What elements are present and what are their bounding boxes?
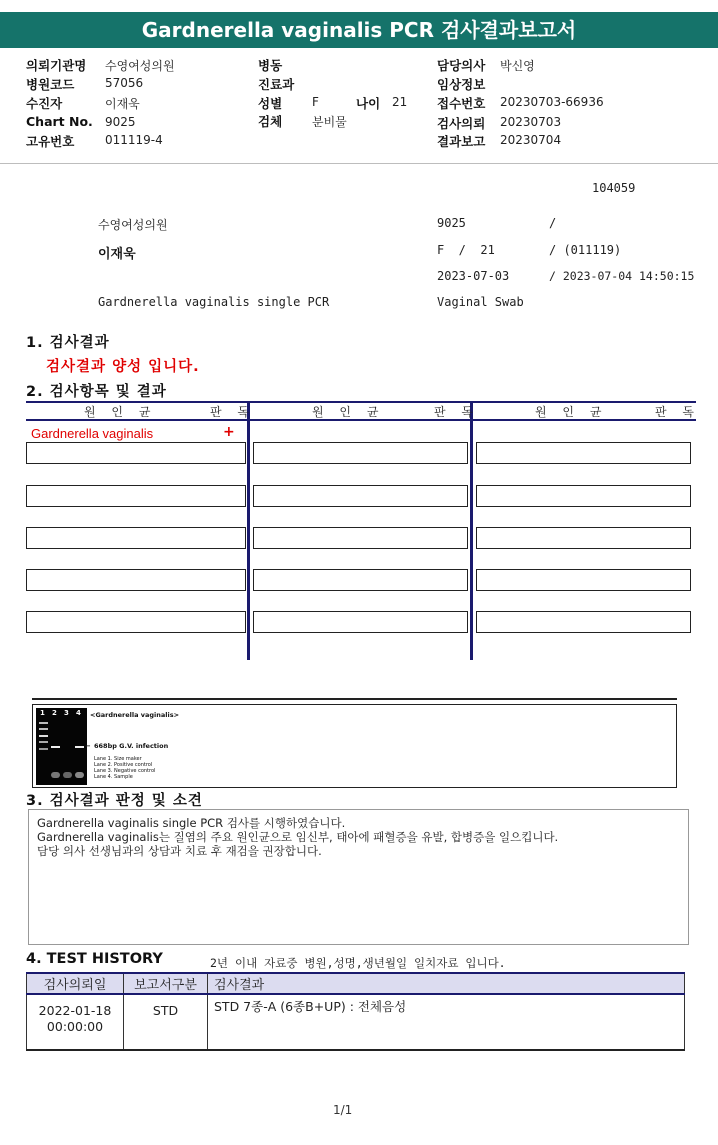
history-table bbox=[26, 972, 685, 1051]
opinion-line: 담당 의사 선생님과의 상담과 치료 후 재검을 권장합니다. bbox=[37, 844, 322, 858]
gel-electrophoresis-image bbox=[36, 708, 87, 785]
gel-divider bbox=[32, 698, 677, 700]
gel-ladder-band bbox=[39, 748, 48, 750]
report-title: Gardnerella vaginalis PCR 검사결과보고서 bbox=[0, 12, 718, 48]
section1-heading: 1. 검사결과 bbox=[26, 335, 110, 351]
section2-heading: 2. 검사항목 및 결과 bbox=[26, 384, 167, 400]
history-col-type: 보고서구분 bbox=[124, 973, 208, 994]
header-value: 21 bbox=[392, 95, 408, 109]
result-cell bbox=[476, 527, 691, 549]
result-cell bbox=[253, 569, 468, 591]
opinion-box bbox=[28, 809, 689, 945]
result-cell bbox=[476, 485, 691, 507]
header-label: 검체 bbox=[258, 114, 283, 129]
result-cell bbox=[26, 442, 246, 464]
header-label: 결과보고 bbox=[437, 134, 486, 149]
result-cell bbox=[26, 611, 246, 633]
col-header-judgment: 판 독 bbox=[655, 405, 700, 419]
summary-id: / (011119) bbox=[549, 243, 622, 257]
header-value: 57056 bbox=[105, 76, 144, 90]
header-value: 수영여성의원 bbox=[105, 59, 175, 73]
header-value: 이재욱 bbox=[105, 97, 140, 111]
lane-number: 4 bbox=[76, 709, 81, 717]
col-header-judgment: 판 독 bbox=[434, 405, 479, 419]
header-label: 접수번호 bbox=[437, 96, 486, 111]
history-col-date: 검사의뢰일 bbox=[27, 973, 124, 994]
col-header-pathogen: 원 인 균 bbox=[312, 405, 385, 419]
header-value: 20230704 bbox=[500, 133, 562, 147]
gel-primer-dimer bbox=[63, 772, 72, 778]
header-label: 임상정보 bbox=[437, 77, 486, 92]
result-cell bbox=[253, 485, 468, 507]
result-judgment: + bbox=[223, 424, 235, 440]
summary-received-date: 2023-07-03 bbox=[437, 269, 510, 283]
history-time: 00:00:00 bbox=[46, 1019, 104, 1034]
history-result: STD 7종-A (6종B+UP) : 전체음성 bbox=[208, 994, 685, 1050]
result-cell bbox=[26, 527, 246, 549]
result-pathogen: Gardnerella vaginalis bbox=[31, 426, 154, 441]
header-label: 병동 bbox=[258, 58, 283, 73]
col-header-judgment: 판 독 bbox=[210, 405, 255, 419]
page-number: 1/1 bbox=[333, 1103, 353, 1117]
result-cell bbox=[253, 611, 468, 633]
gel-ladder-band bbox=[39, 722, 48, 724]
header-label: 수진자 bbox=[26, 96, 63, 111]
summary-sex-age: F / 21 bbox=[437, 243, 495, 257]
header-value: F bbox=[312, 95, 319, 109]
result-positive-text: 검사결과 양성 입니다. bbox=[46, 359, 200, 375]
table-row bbox=[27, 994, 685, 1050]
gel-band-label: 668bp G.V. infection bbox=[94, 742, 169, 750]
result-cell bbox=[253, 442, 468, 464]
report-code: 104059 bbox=[592, 181, 636, 195]
gel-legend-line: Lane 2. Positive control bbox=[94, 762, 153, 768]
result-cell bbox=[476, 569, 691, 591]
history-note: 2년 이내 자료중 병원,성명,생년월일 일치자료 입니다. bbox=[210, 956, 506, 970]
header-label: 의뢰기관명 bbox=[26, 58, 87, 73]
header-label: Chart No. bbox=[26, 114, 93, 129]
gel-ladder-band bbox=[39, 728, 48, 730]
gel-legend-line: Lane 1. Size maker bbox=[94, 756, 142, 762]
header-divider bbox=[0, 163, 718, 164]
summary-clinic: 수영여성의원 bbox=[98, 218, 168, 232]
result-cell bbox=[253, 527, 468, 549]
header-label: 고유번호 bbox=[26, 134, 75, 149]
lane-number: 1 bbox=[40, 709, 45, 717]
header-value: 9025 bbox=[105, 115, 136, 129]
gel-legend-line: Lane 3. Negative control bbox=[94, 768, 156, 774]
gel-title: <Gardnerella vaginalis> bbox=[90, 711, 180, 719]
opinion-line: Gardnerella vaginalis single PCR 검사를 시행하였습니다. bbox=[37, 816, 346, 830]
header-label: 담당의사 bbox=[437, 58, 486, 73]
gel-primer-dimer bbox=[51, 772, 60, 778]
gel-ladder-band bbox=[39, 741, 48, 743]
summary-chart-no: 9025 bbox=[437, 216, 466, 230]
gel-positive-band bbox=[51, 746, 60, 748]
header-value: 20230703-66936 bbox=[500, 95, 604, 109]
history-col-result: 검사결과 bbox=[208, 973, 685, 994]
header-value: 분비물 bbox=[312, 115, 347, 129]
summary-specimen: Vaginal Swab bbox=[437, 295, 524, 309]
header-label: 병원코드 bbox=[26, 77, 75, 92]
header-label: 진료과 bbox=[258, 77, 295, 92]
gel-result-frame bbox=[32, 704, 677, 788]
result-cell bbox=[476, 611, 691, 633]
history-type: STD bbox=[124, 994, 208, 1050]
gel-legend-line: Lane 4. Sample bbox=[94, 774, 133, 780]
header-label: 성별 bbox=[258, 96, 283, 111]
summary-patient-name: 이재욱 bbox=[98, 247, 136, 262]
section4-heading: 4. TEST HISTORY bbox=[26, 951, 163, 967]
header-label: 나이 bbox=[356, 96, 381, 111]
opinion-line: Gardnerella vaginalis는 질염의 주요 원인균으로 임신부, 태아에 패혈증을 유발, 합병증을 일으킵니다. bbox=[37, 830, 559, 844]
gel-band-arrow: ← bbox=[85, 742, 91, 750]
lane-number: 2 bbox=[52, 709, 57, 717]
header-value: 20230703 bbox=[500, 115, 562, 129]
lane-number: 3 bbox=[64, 709, 69, 717]
col-header-pathogen: 원 인 균 bbox=[84, 405, 157, 419]
summary-test-name: Gardnerella vaginalis single PCR bbox=[98, 295, 330, 309]
header-value: 011119-4 bbox=[105, 133, 163, 147]
history-date-cell bbox=[27, 994, 124, 1050]
col-header-pathogen: 원 인 균 bbox=[535, 405, 608, 419]
section3-heading: 3. 검사결과 판정 및 소견 bbox=[26, 793, 203, 809]
result-cell bbox=[26, 485, 246, 507]
gel-primer-dimer bbox=[75, 772, 84, 778]
result-cell bbox=[26, 569, 246, 591]
gel-sample-band bbox=[75, 746, 84, 748]
history-date: 2022-01-18 bbox=[38, 1003, 112, 1018]
summary-slash: / bbox=[549, 216, 557, 230]
summary-reported-datetime: / 2023-07-04 14:50:15 bbox=[549, 269, 695, 283]
header-label: 검사의뢰 bbox=[437, 116, 486, 131]
gel-ladder-band bbox=[39, 735, 48, 737]
header-value: 박신영 bbox=[500, 59, 535, 73]
result-cell bbox=[476, 442, 691, 464]
